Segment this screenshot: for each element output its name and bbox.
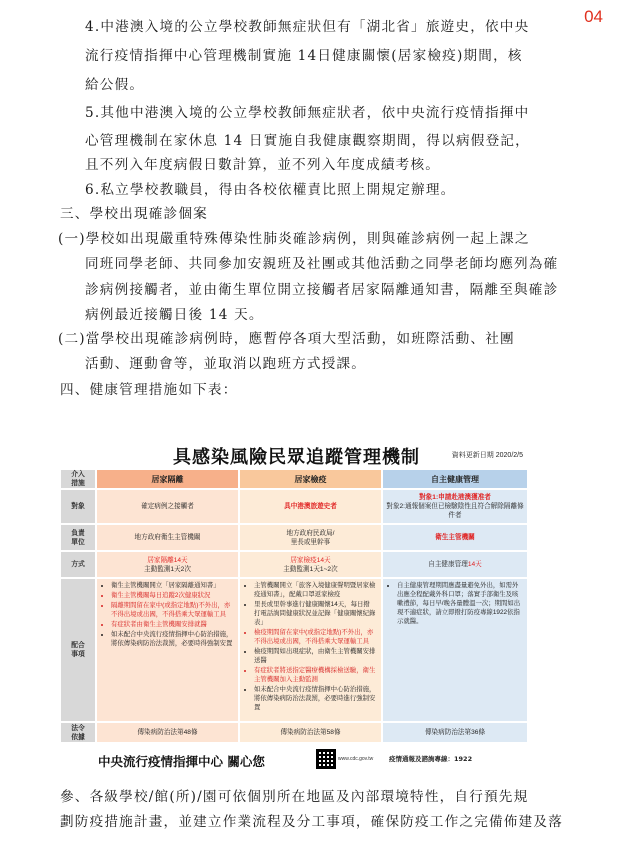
self-health-notes: [383, 579, 527, 721]
page-number: 04: [584, 7, 603, 26]
paragraph-line: (一)學校如出現嚴重特殊傳染性肺炎確診病例，則與確診病例一起上課之: [58, 231, 530, 247]
paragraph-line: 活動、運動會等，並取消以跑班方式授課。: [85, 356, 367, 372]
paragraph-line: 心管理機制在家休息 14 日實施自我健康觀察期間，得以病假登記，: [85, 133, 530, 149]
paragraph-line: 給公假。: [85, 77, 145, 93]
self-health-target-1: 對象1:申請赴港澳獲准者: [419, 494, 491, 501]
row-label-notes: 配合 事項: [61, 579, 95, 721]
note-item: • 檢疫期間留在家中(或指定地點)不外出，亦不得出境或出國，不得搭乘大眾運輸工具: [254, 628, 376, 646]
self-health-target-2: 對象2:通報個案但已檢驗陰性且符合解除隔離條件者: [386, 503, 524, 519]
paragraph-line: 病例最近接觸日後 14 天。: [85, 307, 264, 323]
note-item: • 如未配合中央流行疫情指揮中心防治措施，將依傳染病防治法裁罰，必要時進行強制安置: [254, 685, 376, 712]
note-item: • 檢疫期間如出現症狀，由衛生主管機關安排送醫: [254, 647, 376, 665]
home-isolation-law: 傳染病防治法第48條: [97, 723, 238, 742]
infographic-update-date: 資料更新日期 2020/2/5: [451, 452, 523, 459]
note-item: • 里長或里幹事進行健康關懷14天，每日撥打電話詢問健康狀況並記錄「健康關懷紀錄表」: [254, 600, 376, 627]
paragraph-line: 6.私立學校教職員，得由各校依權責比照上開規定辦理。: [85, 182, 456, 198]
row-label-intervention: 介入 措施: [61, 470, 95, 488]
home-quarantine-unit: 地方政府民政局/ 里長或里幹事: [240, 525, 381, 550]
row-label-unit: 負責 單位: [61, 525, 95, 550]
col-header-self-health-management: 自主健康管理: [383, 470, 527, 488]
note-item: • 衛生主管機關開立「居家隔離通知書」: [111, 581, 233, 590]
note-item: • 衛生主管機關每日追蹤2次健康狀況: [111, 591, 233, 600]
col-header-home-quarantine: 居家檢疫: [240, 470, 381, 488]
paragraph-line: 同班同學老師、共同參加安親班及社團或其他活動之同學老師均應列為確: [85, 256, 559, 272]
management-table: [61, 470, 527, 742]
self-health-unit: 衛生主管機關: [383, 525, 527, 550]
home-quarantine-notes: [240, 579, 381, 721]
self-health-duration: 14天: [467, 561, 482, 568]
infographic-management-mechanism: [57, 437, 529, 775]
infographic-title: 具感染風險民眾追蹤管理機制: [173, 447, 420, 468]
col-header-home-isolation: 居家隔離: [97, 470, 238, 488]
note-item: • 自主健康管理期間應盡量避免外出，如需外出應全程配戴外科口罩；落實手部衛生及咳嗽禮節，每日早/晚各量體溫一次；期間如出現不適症狀，請立即撥打防疫專線1922依指示就醫。: [397, 581, 522, 626]
note-item: • 如未配合中央流行疫情指揮中心防治措施，將依傳染病防治法裁罰，必要時得強制安置: [111, 630, 233, 648]
home-quarantine-target: 具中港澳旅遊史者: [240, 490, 381, 523]
note-item: • 有症狀者將送指定醫療機構採檢送驗，衛生主管機關加入主動監測: [254, 666, 376, 684]
row-label-target: 對象: [61, 490, 95, 523]
paragraph-line: 4.中港澳入境的公立學校教師無症狀但有「湖北省」旅遊史，依中央: [85, 19, 530, 35]
home-isolation-target: 確定病例之接觸者: [97, 490, 238, 523]
note-item: • 隔離期間留在家中(或指定地點)不外出，亦不得出境或出國，不得搭乘大眾運輸工具: [111, 601, 233, 619]
note-item: • 主管機關開立「旅客入境健康聲明暨居家檢疫通知書」，配戴口罩返家檢疫: [254, 581, 376, 599]
home-isolation-method: [97, 552, 238, 577]
paragraph-line: 劃防疫措施計畫，並建立作業流程及分工事項，確保防疫工作之完備佈建及落: [60, 814, 563, 830]
self-health-law: 傳染病防治法第36條: [383, 723, 527, 742]
note-item: • 有症狀者由衛生主管機關安排就醫: [111, 620, 233, 629]
self-health-target: [383, 490, 527, 523]
paragraph-line: (二)當學校出現確診病例時，應暫停各項大型活動，如班際活動、社團: [58, 331, 515, 347]
home-quarantine-law: 傳染病防治法第58條: [240, 723, 381, 742]
home-quarantine-duration: 居家檢疫14天: [290, 556, 331, 564]
hotline-1922: 疫情通報及諮詢專線：1922: [389, 755, 473, 763]
qr-code-icon: [316, 749, 336, 769]
self-health-method: [383, 552, 527, 577]
paragraph-line: 診病例接觸者，並由衛生單位開立接觸者居家隔離通知書，隔離至與確診: [85, 282, 559, 298]
paragraph-line: 參、各級學校/館(所)/園可依個別所在地區及內部環境特性，自行預先規: [60, 789, 529, 805]
infographic-footer: [57, 745, 529, 773]
home-quarantine-monitoring: 主動監測1天1~2次: [283, 565, 338, 573]
home-isolation-notes: [97, 579, 238, 721]
paragraph-line: 5.其他中港澳入境的公立學校教師無症狀者，依中央流行疫情指揮中: [85, 105, 530, 121]
home-isolation-monitoring: 主動監測1天2次: [144, 565, 191, 573]
home-quarantine-method: [240, 552, 381, 577]
paragraph-line: 流行疫情指揮中心管理機制實施 14日健康關懷(居家檢疫)期間，核: [85, 48, 523, 64]
paragraph-line: 四、健康管理措施如下表：: [60, 382, 238, 398]
row-label-method: 方式: [61, 552, 95, 577]
self-health-method-label: 自主健康管理: [428, 561, 468, 568]
cdc-care-title: 中央流行疫情指揮中心 關心您: [98, 754, 265, 769]
home-isolation-unit: 地方政府衛生主管機關: [97, 525, 238, 550]
home-isolation-duration: 居家隔離14天: [147, 556, 188, 564]
paragraph-line: 且不列入年度病假日數計算，並不列入年度成績考核。: [85, 157, 441, 173]
paragraph-line: 三、學校出現確診個案: [60, 206, 208, 222]
row-label-law: 法令 依據: [61, 723, 95, 742]
cdc-website: www.cdc.gov.tw: [338, 756, 374, 762]
